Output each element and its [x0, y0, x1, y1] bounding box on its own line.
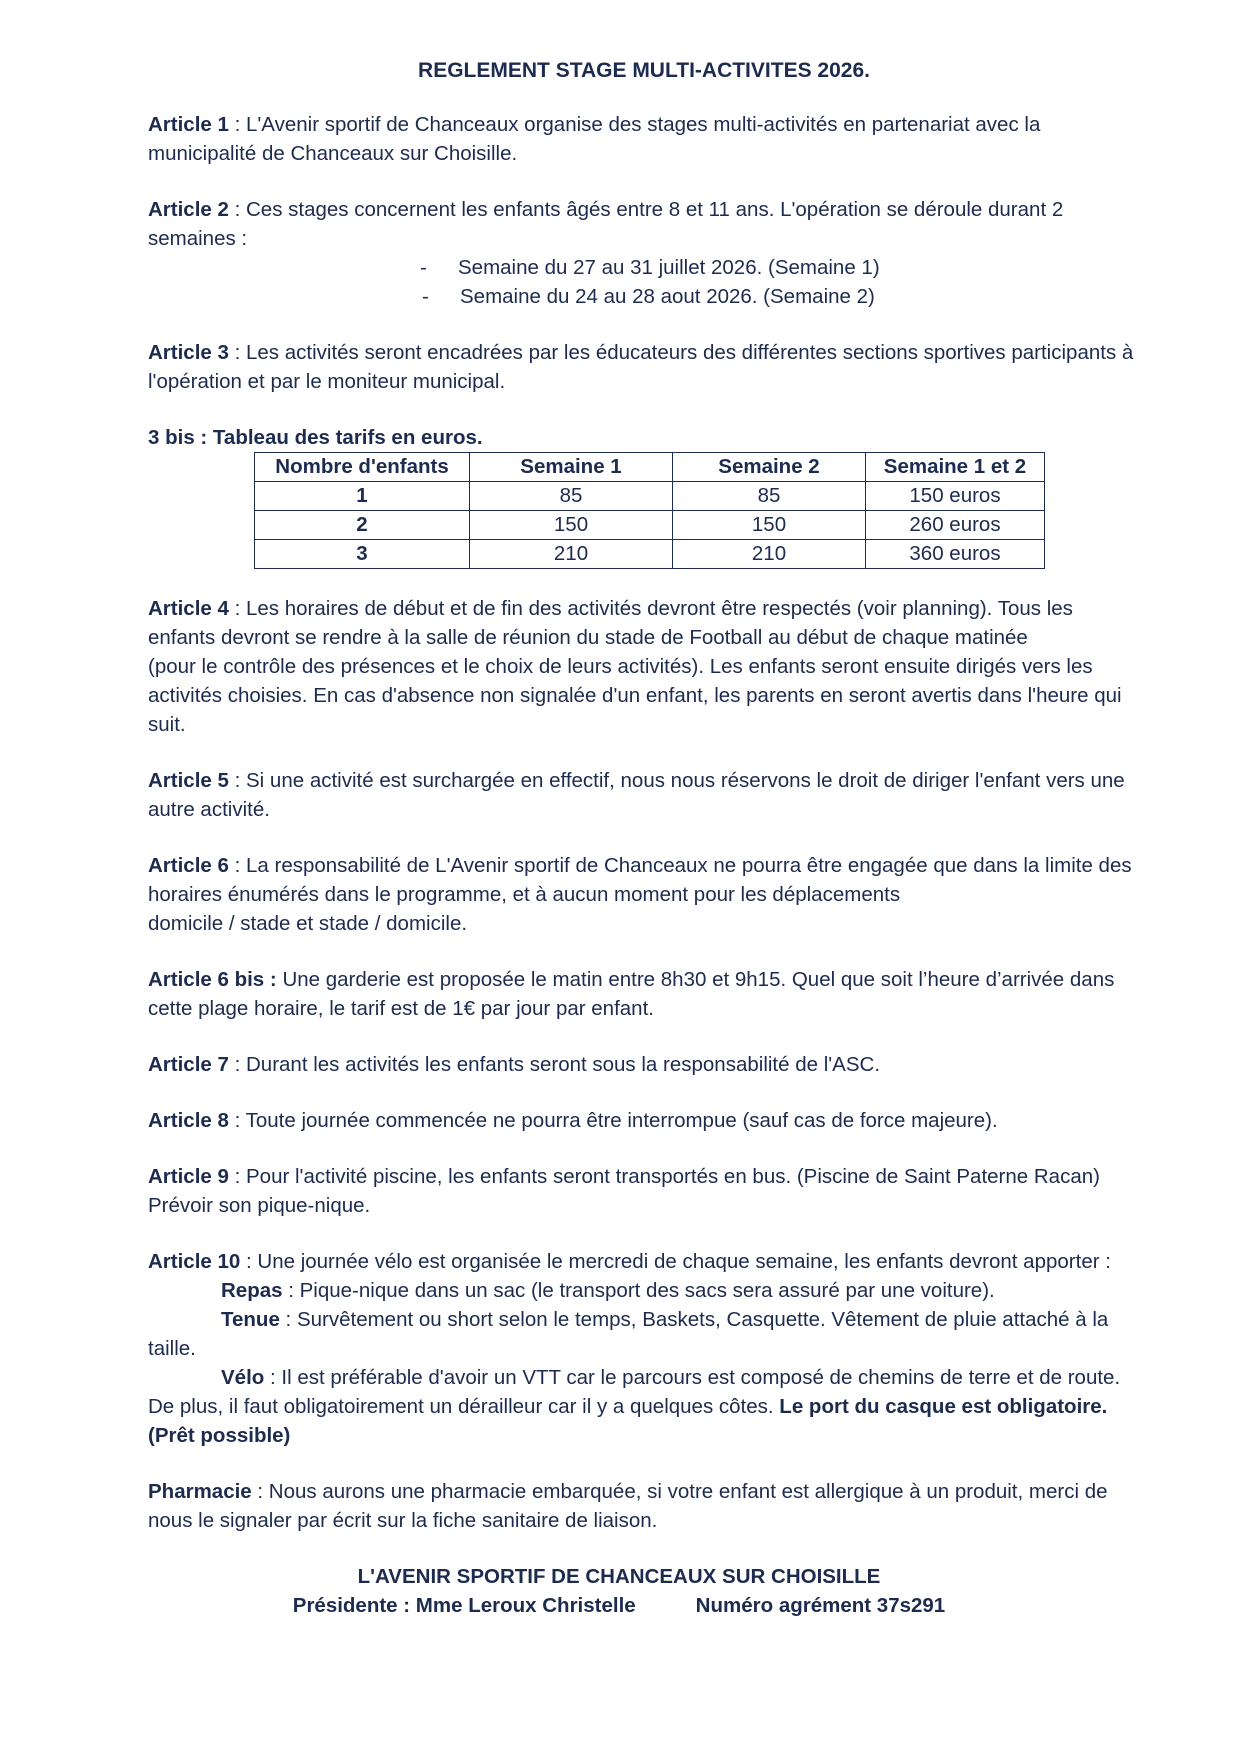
week-list [148, 253, 1140, 311]
organization-name: L'AVENIR SPORTIF DE CHANCEAUX SUR CHOISILLE [357, 1565, 881, 1588]
table-row: 1 85 85 150 euros [255, 482, 1045, 511]
article-4: Article 4 : Les horaires de début et de fin des activités devront être respectés (voir planning). Tous les enfants devront se rendre à la salle de réunion du stade de Football au début de chaque matinée (pour le contrôle des présences et le choix de leurs activités). Les enfants seront ensuite dirigés vers les activités choisies. En cas d'absence non signalée d'un enfant, les parents en seront avertis dans l'heure qui suit. [148, 597, 1122, 736]
velo-line: Vélo : Il est préférable d'avoir un VTT car le parcours est composé de chemins de terre et de route. De plus, il faut obligatoirement un dérailleur car il y a quelques côtes. Le port du casque est obligatoire. (Prêt possible) [148, 1366, 1121, 1447]
tariff-table-title: 3 bis : Tableau des tarifs en euros. [148, 426, 483, 449]
repas-line: Repas : Pique-nique dans un sac (le transport des sacs sera assuré par une voiture). [221, 1279, 995, 1302]
list-item: - Semaine du 27 au 31 juillet 2026. (Semaine 1) [420, 256, 880, 279]
list-item: - Semaine du 24 au 28 aout 2026. (Semaine 2) [422, 285, 875, 308]
article-9: Article 9 : Pour l'activité piscine, les enfants seront transportés en bus. (Piscine de Saint Paterne Racan) Prévoir son pique-nique. [148, 1165, 1100, 1217]
footer [148, 1562, 1140, 1620]
article-6-bis: Article 6 bis : Une garderie est proposée le matin entre 8h30 et 9h15. Quel que soit l’heure d’arrivée dans cette plage horaire, le tarif est de 1€ par jour par enfant. [148, 968, 1115, 1020]
article-7: Article 7 : Durant les activités les enfants seront sous la responsabilité de l'ASC. [148, 1053, 881, 1076]
agrement-number: Numéro agrément 37s291 [695, 1594, 946, 1617]
article-8: Article 8 : Toute journée commencée ne pourra être interrompue (sauf cas de force majeure). [148, 1109, 998, 1132]
article-6: Article 6 : La responsabilité de L'Avenir sportif de Chanceaux ne pourra être engagée que dans la limite des horaires énumérés dans le programme, et à aucun moment pour les déplacements domicile / stade et stade / domicile. [148, 854, 1132, 935]
article-1: Article 1 : L'Avenir sportif de Chanceaux organise des stages multi-activités en partenariat avec la municipalité de Chanceaux sur Choisille. [148, 113, 1041, 165]
article-3: Article 3 : Les activités seront encadrées par les éducateurs des différentes sections sportives participants à l'opération et par le moniteur municipal. [148, 341, 1134, 393]
article-5: Article 5 : Si une activité est surchargée en effectif, nous nous réservons le droit de diriger l'enfant vers une autre activité. [148, 769, 1125, 821]
article-2: Article 2 : Ces stages concernent les enfants âgés entre 8 et 11 ans. L'opération se déroule durant 2 semaines : - Semaine du 27 au 31 juillet 2026. (Semaine 1) - Semaine du 24 au 28 aout 2026. (Semaine 2) [148, 195, 1140, 311]
president-name: Présidente : Mme Leroux Christelle [292, 1594, 636, 1617]
table-row: 3 210 210 360 euros [255, 540, 1045, 569]
table-header-row: Nombre d'enfants Semaine 1 Semaine 2 Semaine 1 et 2 [255, 453, 1045, 482]
table-row: 2 150 150 260 euros [255, 511, 1045, 540]
document-title: REGLEMENT STAGE MULTI-ACTIVITES 2026. [418, 59, 870, 82]
pharmacie-section: Pharmacie : Nous aurons une pharmacie embarquée, si votre enfant est allergique à un produit, merci de nous le signaler par écrit sur la fiche sanitaire de liaison. [148, 1480, 1108, 1532]
tenue-line: Tenue : Survêtement ou short selon le temps, Baskets, Casquette. Vêtement de pluie attaché à la taille. [148, 1308, 1109, 1360]
article-10: Article 10 : Une journée vélo est organisée le mercredi de chaque semaine, les enfants devront apporter : Repas : Pique-nique dans un sac (le transport des sacs sera assuré par une voiture). Tenue : Survêtement ou short selon le temps, Baskets, Casquette. Vêtement de pluie attaché à la taille. Vélo : Il est préférable d'avoir un VTT car le parcours est composé de chemins de terre et de route. De plus, il faut obligatoirement un dérailleur car il y a quelques côtes. Le port du casque est obligatoire. (Prêt possible) [148, 1247, 1140, 1450]
tariff-table [254, 452, 1045, 569]
